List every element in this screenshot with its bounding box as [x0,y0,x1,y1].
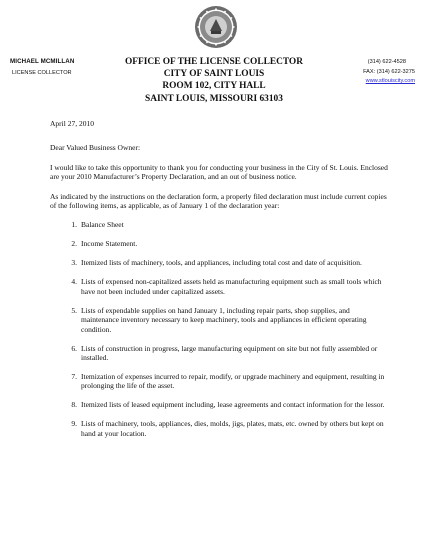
list-item [50,419,388,438]
letter-paragraph: I would like to take this opportunity to thank you for conducting your business in the City of St. Louis. Enclosed are your 2010 Manufacturer’s Property Declaration, and an out of business notice. [50,162,388,182]
item-text: Lists of construction in progress, large manufacturing equipment on site but not fully assembled or installed. [81,343,378,363]
office-name: OFFICE OF THE LICENSE COLLECTOR [125,57,303,67]
item-text: Itemization of expenses incurred to repair, modify, or upgrade machinery and equipment, resulting in prolonging the life of the asset. [81,372,385,391]
letter-date: April 27, 2010 [50,119,94,128]
list-item [50,258,388,267]
city-state-zip: SAINT LOUIS, MISSOURI 63103 [145,93,283,104]
collector-name: MICHAEL MCMILLAN [10,58,75,65]
phone-number: (314) 622-4528 [367,59,406,65]
item-text: Itemized lists of leased equipment including, lease agreements and contact information for the lessor. [81,400,385,410]
website-link[interactable]: www.stlouiscity.com [365,78,415,85]
letter-paragraph: As indicated by the instructions on the declaration form, a properly filed declaration must include current copies of the following items, as applicable, as of January 1 of the declaration year: [50,191,387,211]
item-number: 9. [71,419,77,429]
item-number: 2. [71,239,77,249]
collector-title: LICENSE COLLECTOR [12,70,72,76]
item-text: Lists of machinery, tools, appliances, dies, molds, jigs, plates, mats, etc. owned by others but kept on hand at your location. [81,419,384,438]
list-item [50,372,388,391]
list-item [50,239,388,248]
item-number: 8. [71,400,77,410]
item-number: 6. [71,343,77,353]
item-text: Lists of expendable supplies on hand January 1, including repair parts, shop supplies, and maintenance inventory necessary to keep machinery, tools and appliances in efficient operating condition. [81,305,367,334]
item-number: 4. [71,277,77,287]
requirements-list [50,220,388,438]
item-text: Balance Sheet [81,220,124,230]
letterhead-right [305,58,415,87]
item-number: 7. [71,372,77,382]
city-name: CITY OF SAINT LOUIS [163,69,265,80]
list-item [50,306,388,334]
list-item [50,400,388,409]
item-text: Income Statement. [81,239,138,249]
letterhead-left [10,58,110,76]
room-address: ROOM 102, CITY HALL [162,81,266,92]
item-text: Lists of expensed non-capitalized assets held as manufacturing equipment such as small tools which have not been included under capitalized assets. [81,277,382,296]
list-item [50,344,388,363]
letterhead-center [110,56,318,105]
item-number: 3. [71,258,77,268]
letter-greeting: Dear Valued Business Owner: [50,143,141,153]
fax-number: FAX: (314) 622-3275 [363,68,415,75]
item-number: 5. [71,305,77,315]
city-seal-icon [194,5,238,49]
item-text: Itemized lists of machinery, tools, and appliances, including total cost and date of acquisition. [81,258,362,268]
letter-body [50,119,388,448]
item-number: 1. [71,220,77,230]
list-item [50,220,388,229]
list-item [50,277,388,296]
